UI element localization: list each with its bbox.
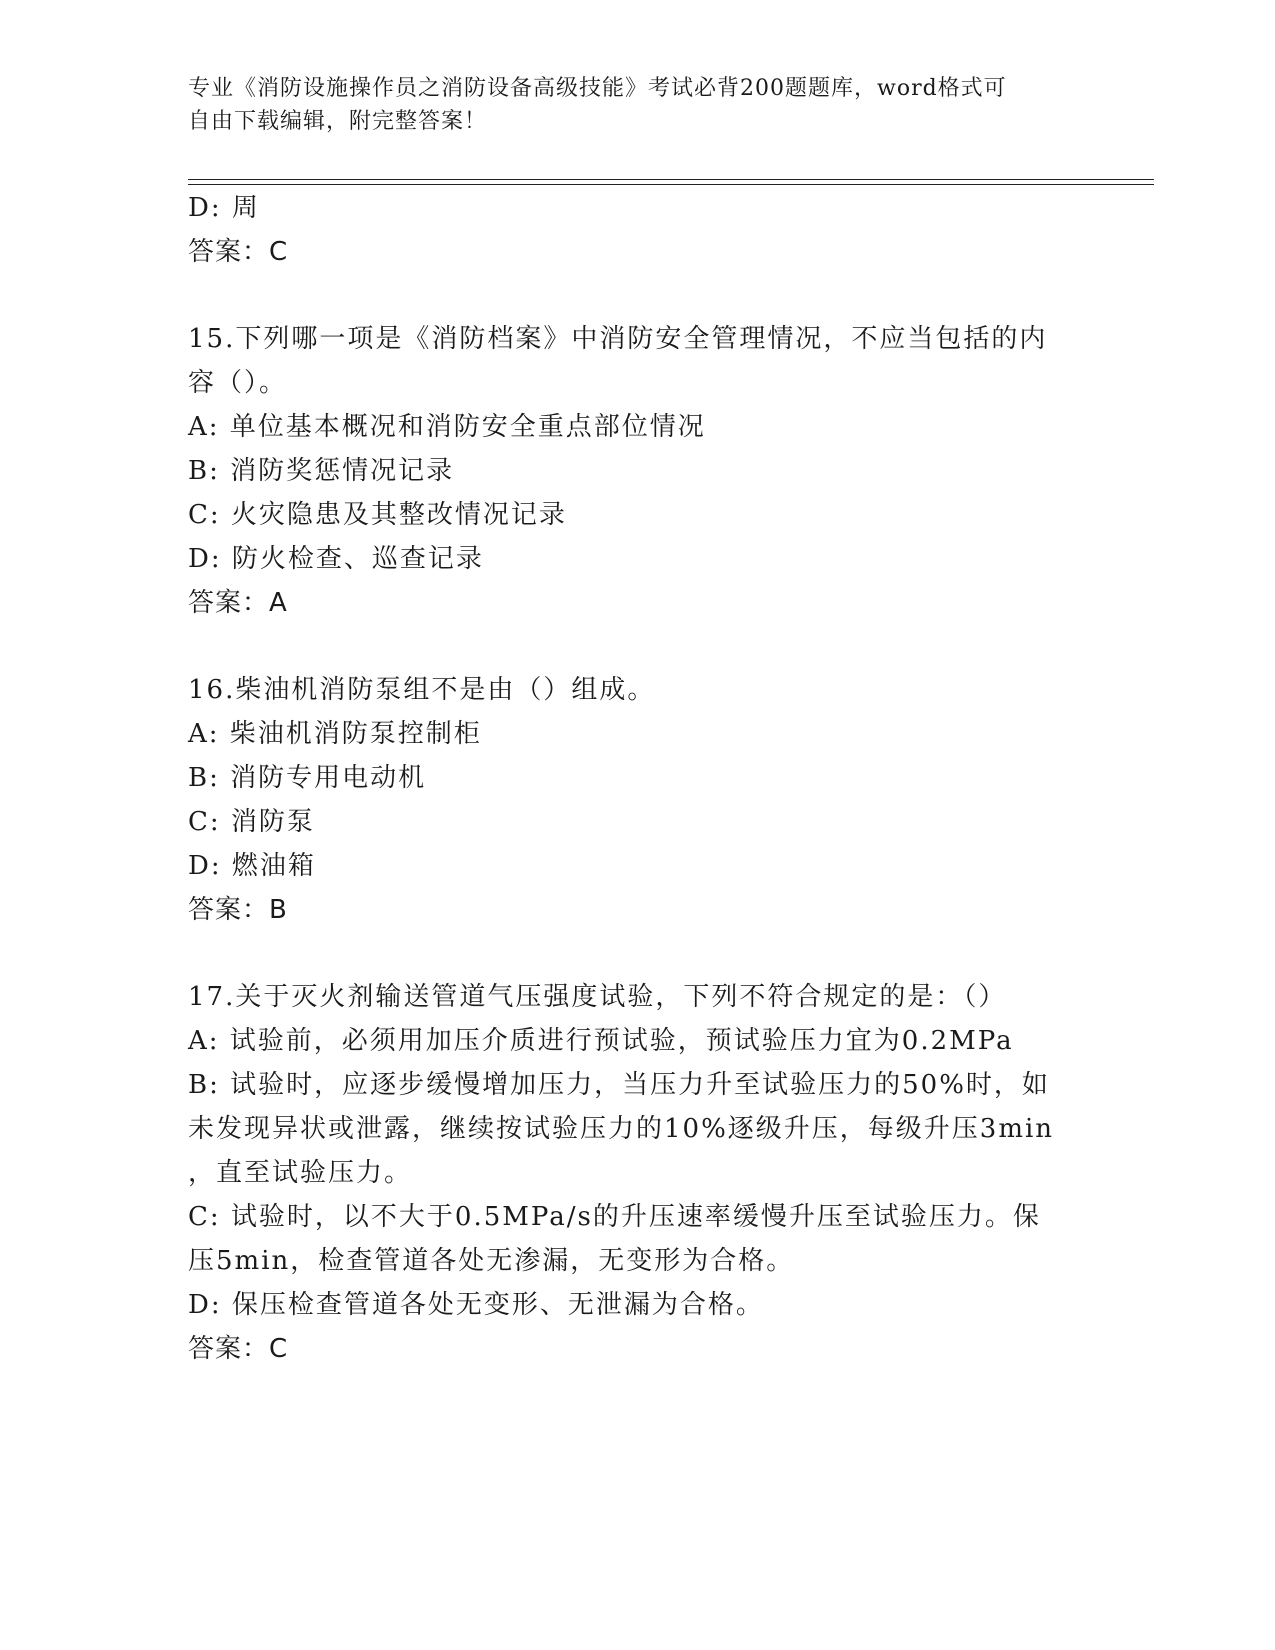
- q15-option-b: B: 消防奖惩情况记录: [188, 456, 455, 486]
- header-line-2: 自由下载编辑，附完整答案！: [188, 109, 488, 134]
- q16-option-b: B: 消防专用电动机: [188, 763, 427, 793]
- q16-answer: 答案：B: [188, 895, 288, 925]
- q15-stem-line-1: 15.下列哪一项是《消防档案》中消防安全管理情况，不应当包括的内: [188, 324, 1048, 354]
- q16-option-c: C: 消防泵: [188, 807, 315, 837]
- q17-stem: 17.关于灭火剂输送管道气压强度试验，下列不符合规定的是：（）: [188, 982, 1007, 1012]
- q17-option-d: D: 保压检查管道各处无变形、无泄漏为合格。: [188, 1290, 764, 1320]
- header-divider-top: [188, 179, 1154, 180]
- document-header: [188, 72, 1068, 138]
- q16-option-a: A: 柴油机消防泵控制柜: [188, 719, 482, 749]
- q17-option-c-line-2: 压5min，检查管道各处无渗漏，无变形为合格。: [188, 1246, 795, 1276]
- q16-option-d: D: 燃油箱: [188, 851, 316, 881]
- q17-answer: 答案：C: [188, 1334, 289, 1364]
- q14-option-d: D: 周: [188, 193, 260, 223]
- q15-stem-line-2: 容（）。: [188, 368, 288, 398]
- q15-answer: 答案：A: [188, 588, 288, 618]
- q15-option-a: A: 单位基本概况和消防安全重点部位情况: [188, 412, 706, 442]
- q17-option-a: A: 试验前，必须用加压介质进行预试验，预试验压力宜为0.2MPa: [188, 1026, 1014, 1056]
- q15-option-d: D: 防火检查、巡查记录: [188, 544, 484, 574]
- header-divider-bottom: [188, 184, 1154, 185]
- q14-answer: 答案：C: [188, 237, 289, 267]
- header-line-1: 专业《消防设施操作员之消防设备高级技能》考试必背200题题库，word格式可: [188, 76, 1007, 101]
- q15-option-c: C: 火灾隐患及其整改情况记录: [188, 500, 567, 530]
- q17-option-b-line-3: ，直至试验压力。: [188, 1158, 413, 1188]
- q17-option-b-line-1: B: 试验时，应逐步缓慢增加压力，当压力升至试验压力的50%时，如: [188, 1070, 1050, 1100]
- q17-option-b-line-2: 未发现异状或泄露，继续按试验压力的10%逐级升压，每级升压3min: [188, 1114, 1055, 1144]
- q17-option-c-line-1: C: 试验时，以不大于0.5MPa/s的升压速率缓慢升压至试验压力。保: [188, 1202, 1041, 1232]
- q16-stem: 16.柴油机消防泵组不是由（）组成。: [188, 675, 656, 705]
